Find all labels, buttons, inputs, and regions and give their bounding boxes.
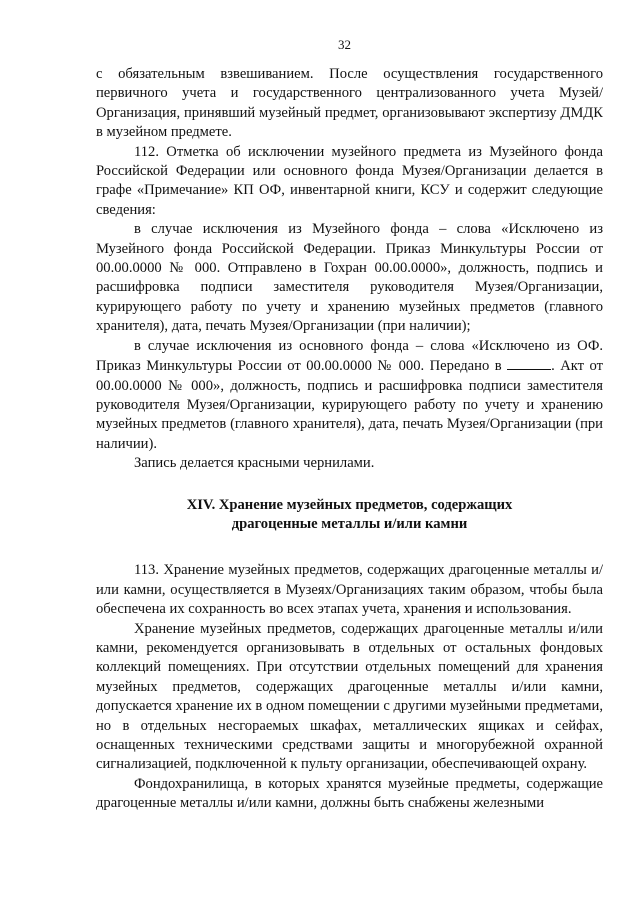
paragraph-113: 113. Хранение музейных предметов, содержащих драгоценные металлы и/или камни, осуществляется в Музеях/Организациях таким образом, чтобы была обеспечена их сохранность во всех этапах учета, хранения и использования.	[96, 562, 603, 618]
section-heading-line-1: XIV. Хранение музейных предметов, содержащих	[186, 496, 513, 513]
paragraph-museum-fund-exclusion: в случае исключения из Музейного фонда – слова «Исключено из Музейного фонда Российской Федерации. Приказ Минкультуры России от 00.00.0000 № 000. Отправлено в Гохран 00.00.0000», должность, подпись и расшифровка подписи заместителя руководителя Музея/Организации, курирующего работу по учету и хранению музейных предметов (главного хранителя), дата, печать Музея/Организации (при наличии);	[96, 221, 603, 335]
blank-fill-line	[507, 356, 551, 370]
paragraph-main-fund-exclusion	[96, 337, 603, 454]
page-number: 32	[338, 37, 351, 52]
paragraph-continuation: с обязательным взвешиванием. После осуществления государственного первичного учета и государственного централизованного учета Музей/Организация, принявший музейный предмет, организовывают экспертизу ДМДК в музейном предмете.	[96, 66, 603, 141]
main-fund-text-before-blank: в случае исключения из основного фонда – слова «Исключено из ОФ. Приказ Минкультуры России от 00.00.0000 № 000. Передано в	[96, 337, 603, 375]
paragraph-112: 112. Отметка об исключении музейного предмета из Музейного фонда Российской Федерации или основного фонда Музея/Организации делается в графе «Примечание» КП ОФ, инвентарной книги, КСУ и содержит следующие сведения:	[96, 143, 603, 218]
section-heading-line-2: драгоценные металлы и/или камни	[231, 515, 468, 532]
paragraph-storage-rooms: Фондохранилища, в которых хранятся музейные предметы, содержащие драгоценные металлы и/или камни, должны быть снабжены железными	[96, 775, 603, 812]
paragraph-separate-rooms: Хранение музейных предметов, содержащих драгоценные металлы и/или камни, рекомендуется организовывать в отдельных от остальных фондовых коллекций помещениях. При отсутствии отдельных помещений для хранения музейных предметов, содержащих драгоценные металлы и/или камни, допускается хранение их в одном помещении с другими музейными предметами, но в отдельных несгораемых шкафах, металлических ящиках и сейфах, оснащенных техническими средствами защиты и многорубежной охранной сигнализацией, подключенной к пульту организации, обеспечивающей охрану.	[96, 620, 603, 773]
main-fund-text-after-blank: . Акт от 00.00.0000 № 000», должность, подпись и расшифровка подписи заместителя руководителя Музея/Организации, курирующего работу по учету и хранению музейных предметов (главного хранителя), дата, печать Музея/Организации (при наличии).	[96, 358, 603, 452]
section-heading	[96, 496, 603, 535]
paragraph-red-ink-note: Запись делается красными чернилами.	[134, 455, 375, 472]
